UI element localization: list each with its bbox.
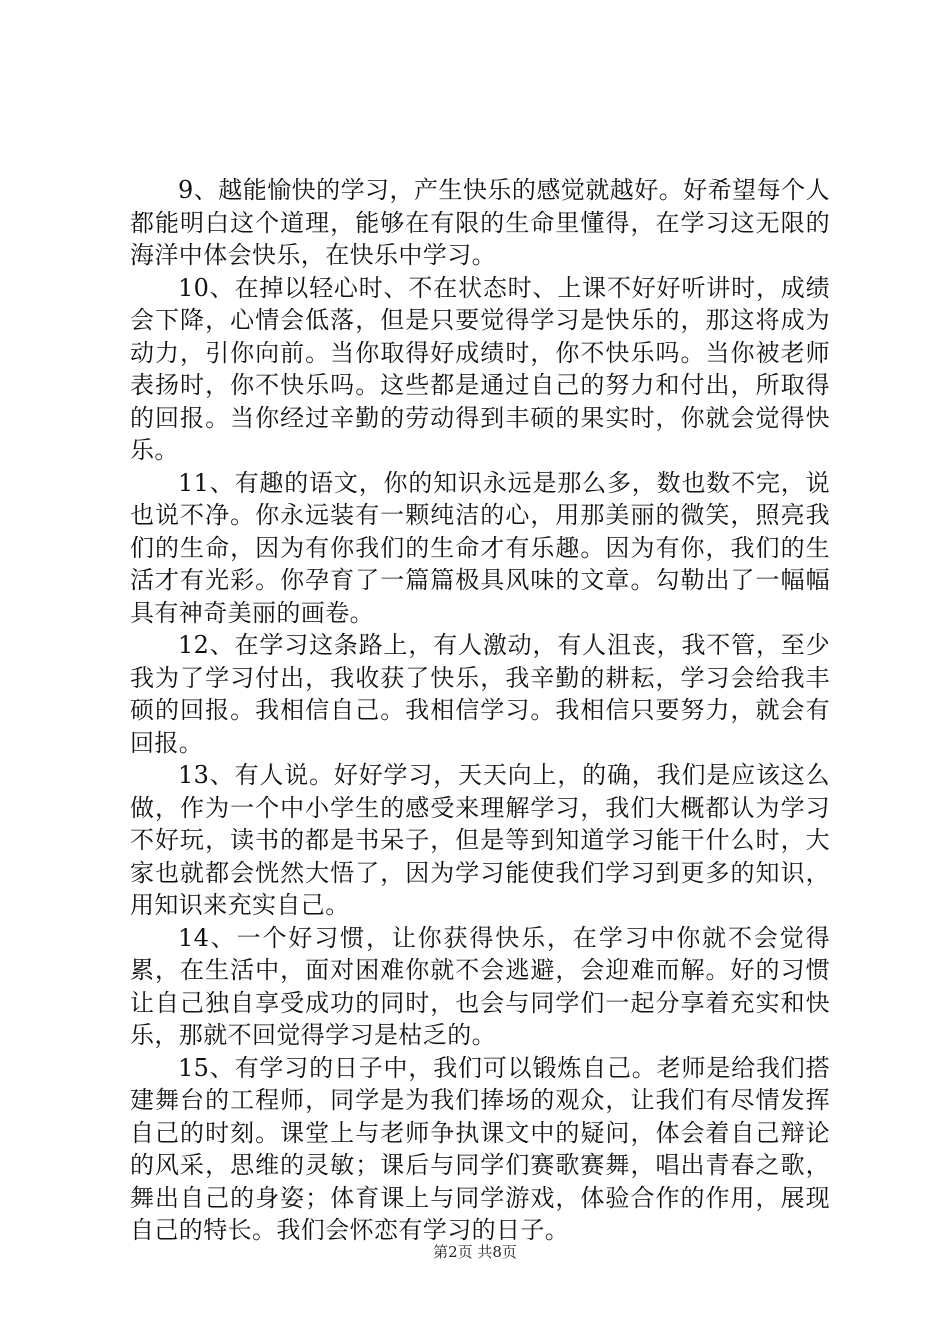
paragraph-15: 15、有学习的日子中，我们可以锻炼自己。老师是给我们搭建舞台的工程师，同学是为我们捧场的观众，让我们有尽情发挥自己的时刻。课堂上与老师争执课文中的疑问，体会着自己辩论的风采，思维的灵敏；课后与同学们赛歌赛舞，唱出青春之歌，舞出自己的身姿；体育课上与同学游戏，体验合作的作用，展现自己的特长。我们会怀恋有学习的日子。 bbox=[130, 1053, 830, 1244]
paragraph-9: 9、越能愉快的学习，产生快乐的感觉就越好。好希望每个人都能明白这个道理，能够在有限的生命里懂得，在学习这无限的海洋中体会快乐，在快乐中学习。 bbox=[130, 176, 830, 269]
page-number-label: 第2页 共8页 bbox=[433, 1243, 517, 1261]
paragraph-14: 14、一个好习惯，让你获得快乐，在学习中你就不会觉得累，在生活中，面对困难你就不会逃避，会迎难而解。好的习惯让自己独自享受成功的同时，也会与同学们一起分享着充实和快乐，那就不回觉得学习是枯乏的。 bbox=[130, 923, 830, 1049]
page-footer bbox=[0, 1242, 950, 1262]
document-body bbox=[130, 174, 830, 1247]
paragraph-10: 10、在掉以轻心时、不在状态时、上课不好好听讲时，成绩会下降，心情会低落，但是只要觉得学习是快乐的，那这将成为动力，引你向前。当你取得好成绩时，你不快乐吗。当你被老师表扬时，你不快乐吗。这些都是通过自己的努力和付出，所取得的回报。当你经过辛勤的劳动得到丰硕的果实时，你就会觉得快乐。 bbox=[130, 273, 830, 464]
paragraph-12: 12、在学习这条路上，有人激动，有人沮丧，我不管，至少我为了学习付出，我收获了快乐，我辛勤的耕耘，学习会给我丰硕的回报。我相信自己。我相信学习。我相信只要努力，就会有回报。 bbox=[130, 631, 830, 757]
paragraph-13: 13、有人说。好好学习，天天向上，的确，我们是应该这么做，作为一个中小学生的感受来理解学习，我们大概都认为学习不好玩，读书的都是书呆子，但是等到知道学习能干什么时，大家也就都会恍然大悟了，因为学习能使我们学习到更多的知识，用知识来充实自己。 bbox=[130, 761, 830, 919]
paragraph-11: 11、有趣的语文，你的知识永远是那么多，数也数不完，说也说不净。你永远装有一颗纯洁的心，用那美丽的微笑，照亮我们的生命，因为有你我们的生命才有乐趣。因为有你，我们的生活才有光彩。你孕育了一篇篇极具风味的文章。勾勒出了一幅幅具有神奇美丽的画卷。 bbox=[130, 468, 830, 627]
